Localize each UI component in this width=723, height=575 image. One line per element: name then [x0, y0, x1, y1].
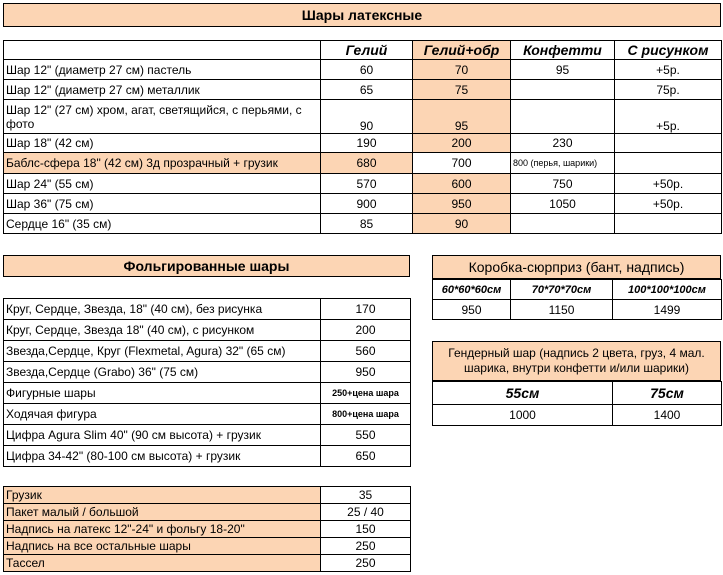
- table-row: [4, 194, 722, 214]
- price-with-print: +5р.: [615, 100, 722, 134]
- row-label: Пакет малый / большой: [4, 504, 321, 521]
- price: 950: [321, 362, 411, 383]
- latex-header-row: [4, 41, 722, 60]
- row-label: Грузик: [4, 487, 321, 504]
- price-with-print: [615, 134, 722, 153]
- price-helium: 570: [321, 174, 413, 194]
- row-label: Фигурные шары: [4, 383, 321, 404]
- price-helium-treated: 75: [413, 80, 511, 100]
- price: 35: [321, 487, 411, 504]
- table-row: [433, 405, 722, 426]
- header-empty: [4, 41, 321, 60]
- price-confetti: 750: [511, 174, 615, 194]
- latex-table: [3, 40, 722, 234]
- price-confetti: [511, 214, 615, 234]
- row-label: Шар 12" (27 см) хром, агат, светящийся, с перьями, с фото: [4, 100, 321, 134]
- row-label: Сердце 16" (35 см): [4, 214, 321, 234]
- price: 150: [321, 521, 411, 538]
- table-row: [4, 134, 722, 153]
- price-helium: 85: [321, 214, 413, 234]
- header-helium-treated: Гелий+обр: [413, 41, 511, 60]
- extras-table: [3, 486, 411, 572]
- table-row: [4, 425, 411, 446]
- price-helium: 65: [321, 80, 413, 100]
- table-row: [4, 299, 411, 320]
- box-price: 1499: [613, 300, 722, 320]
- table-row: [4, 214, 722, 234]
- price-helium-treated: 95: [413, 100, 511, 134]
- price-confetti: 230: [511, 134, 615, 153]
- foil-title: Фольгированные шары: [3, 255, 410, 277]
- price-helium: 190: [321, 134, 413, 153]
- price-helium: 900: [321, 194, 413, 214]
- box-size: 70*70*70см: [511, 280, 613, 300]
- row-label: Надпись на все остальные шары: [4, 538, 321, 555]
- table-row: [4, 555, 411, 572]
- box-size: 100*100*100см: [613, 280, 722, 300]
- table-row: [433, 300, 722, 320]
- price-confetti: [511, 80, 615, 100]
- price-helium-treated: 90: [413, 214, 511, 234]
- table-row: [4, 80, 722, 100]
- table-row: [4, 538, 411, 555]
- gender-size: 55см: [433, 382, 613, 405]
- row-label: Надпись на латекс 12"-24" и фольгу 18-20": [4, 521, 321, 538]
- table-row: [4, 100, 722, 134]
- price-confetti: 800 (перья, шарики): [511, 153, 615, 174]
- price-helium-treated: 950: [413, 194, 511, 214]
- table-row: [4, 341, 411, 362]
- table-row: [4, 174, 722, 194]
- header-confetti: Конфетти: [511, 41, 615, 60]
- price-with-print: +5р.: [615, 60, 722, 80]
- row-label: Шар 36" (75 см): [4, 194, 321, 214]
- price: 560: [321, 341, 411, 362]
- row-label: Тассел: [4, 555, 321, 572]
- price: 250: [321, 555, 411, 572]
- price-helium-treated: 70: [413, 60, 511, 80]
- row-label: Звезда,Сердце, Круг (Flexmetal, Agura) 32" (65 см): [4, 341, 321, 362]
- price: 250: [321, 538, 411, 555]
- row-label: Круг, Сердце, Звезда, 18" (40 см), без рисунка: [4, 299, 321, 320]
- row-label: Шар 12" (диаметр 27 см) пастель: [4, 60, 321, 80]
- price: 250+цена шара: [321, 383, 411, 404]
- foil-table: [3, 298, 411, 467]
- table-row: [4, 487, 411, 504]
- table-row: [4, 320, 411, 341]
- price-with-print: 75р.: [615, 80, 722, 100]
- price-helium: 90: [321, 100, 413, 134]
- row-label: Шар 24" (55 см): [4, 174, 321, 194]
- box-price: 1150: [511, 300, 613, 320]
- price-with-print: [615, 214, 722, 234]
- price: 800+цена шара: [321, 404, 411, 425]
- surprise-box-table: [432, 279, 722, 320]
- price: 550: [321, 425, 411, 446]
- table-row: [4, 383, 411, 404]
- price-with-print: +50р.: [615, 194, 722, 214]
- box-size: 60*60*60см: [433, 280, 511, 300]
- price-confetti: 95: [511, 60, 615, 80]
- row-label: Звезда,Сердце (Grabo) 36" (75 см): [4, 362, 321, 383]
- table-row: [4, 404, 411, 425]
- table-row: [433, 382, 722, 405]
- gender-size: 75см: [613, 382, 722, 405]
- table-row: [4, 60, 722, 80]
- gender-price: 1000: [433, 405, 613, 426]
- header-with-print: С рисунком: [615, 41, 722, 60]
- row-label: Цифра 34-42" (80-100 см высота) + грузик: [4, 446, 321, 467]
- price-with-print: [615, 153, 722, 174]
- latex-title: Шары латексные: [3, 3, 721, 27]
- price-confetti: 1050: [511, 194, 615, 214]
- price-helium-treated: 200: [413, 134, 511, 153]
- row-label: Круг, Сердце, Звезда 18" (40 см), с рисунком: [4, 320, 321, 341]
- surprise-box-title: Коробка-сюрприз (бант, надпись): [432, 255, 721, 279]
- row-label: Шар 18" (42 см): [4, 134, 321, 153]
- price-helium: 60: [321, 60, 413, 80]
- price: 200: [321, 320, 411, 341]
- table-row: [4, 153, 722, 174]
- price-helium-treated: 600: [413, 174, 511, 194]
- price: 25 / 40: [321, 504, 411, 521]
- table-row: [4, 362, 411, 383]
- row-label: Ходячая фигура: [4, 404, 321, 425]
- gender-ball-table: [432, 381, 722, 426]
- price: 170: [321, 299, 411, 320]
- price-helium: 680: [321, 153, 413, 174]
- price: 650: [321, 446, 411, 467]
- table-row: [4, 446, 411, 467]
- box-price: 950: [433, 300, 511, 320]
- gender-ball-title: Гендерный шар (надпись 2 цвета, груз, 4 мал. шарика, внутри конфетти и/или шарики): [432, 341, 721, 381]
- table-row: [4, 504, 411, 521]
- price-with-print: +50р.: [615, 174, 722, 194]
- row-label: Баблс-сфера 18" (42 см) 3д прозрачный + грузик: [4, 153, 321, 174]
- price-helium-treated: 700: [413, 153, 511, 174]
- table-row: [433, 280, 722, 300]
- row-label: Шар 12" (диаметр 27 см) металлик: [4, 80, 321, 100]
- row-label: Цифра Agura Slim 40" (90 см высота) + грузик: [4, 425, 321, 446]
- price-confetti: [511, 100, 615, 134]
- header-helium: Гелий: [321, 41, 413, 60]
- table-row: [4, 521, 411, 538]
- gender-price: 1400: [613, 405, 722, 426]
